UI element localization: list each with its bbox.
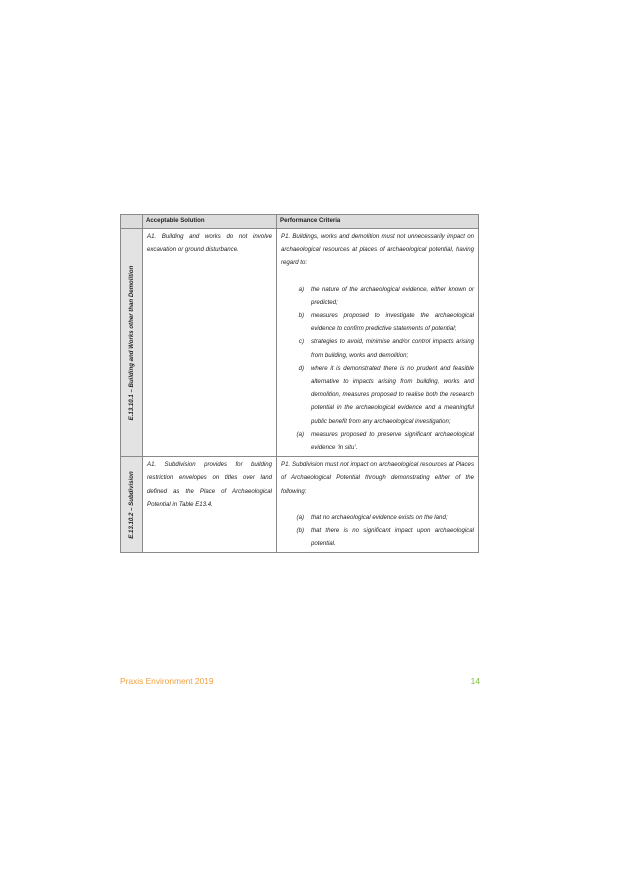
list-item-text: where it is demonstrated there is no prudent and feasible alternative to impacts arising from building, works and demolition, measures proposed to realise both the research potential in the archaeological evidence and a meaningful public benefit from any archaeological investigation; — [311, 364, 474, 425]
header-performance-criteria: Performance Criteria — [277, 215, 479, 229]
list-item — [281, 511, 474, 524]
list-item — [281, 309, 474, 335]
criteria-intro: P1. Subdivision must not impact on archaeological resources at Places of Archaeological Potential through demonstrating either of the following: — [281, 461, 474, 495]
criteria-table — [120, 214, 479, 553]
list-item — [281, 335, 474, 361]
footer-publisher: Praxis Environment 2019 — [120, 676, 214, 686]
criteria-list — [281, 283, 474, 455]
header-corner-cell — [121, 215, 143, 229]
section-label-cell — [121, 457, 143, 553]
section-label: E.13.10.2 – Subdivision — [127, 471, 135, 539]
list-marker: b) — [298, 312, 304, 320]
performance-criteria-cell — [277, 457, 479, 553]
list-item-text: measures proposed to preserve significant archaeological evidence ‘in situ’. — [311, 430, 474, 452]
table-row — [121, 457, 479, 553]
list-item-text: that no archaeological evidence exists on the land; — [311, 513, 448, 521]
acceptable-solution-cell: A1. Building and works do not involve excavation or ground disturbance. — [143, 229, 277, 457]
section-label: E.13.10.1 – Building and Works other than Demolition — [127, 265, 135, 420]
list-item-text: measures proposed to investigate the archaeological evidence to confirm predictive statements of potential; — [311, 312, 474, 333]
section-label-cell — [121, 229, 143, 457]
list-item-text: the nature of the archaeological evidence, either known or predicted; — [311, 285, 474, 306]
list-item — [281, 524, 474, 550]
criteria-list — [281, 511, 474, 551]
list-marker: (a) — [296, 430, 304, 438]
list-item — [281, 362, 474, 428]
list-item — [281, 283, 474, 309]
list-marker: (a) — [296, 513, 304, 521]
list-item — [281, 428, 474, 454]
header-acceptable-solution: Acceptable Solution — [143, 215, 277, 229]
list-item-text: strategies to avoid, minimise and/or control impacts arising from building, works and demolition; — [311, 338, 474, 359]
table-row — [121, 229, 479, 457]
criteria-intro: P1. Buildings, works and demolition must not unnecessarily impact on archaeological resources at places of archaeological potential, having regard to: — [281, 233, 474, 267]
performance-criteria-cell — [277, 229, 479, 457]
list-item-text: that there is no significant impact upon archaeological potential. — [311, 527, 474, 548]
list-marker: d) — [298, 364, 304, 372]
list-marker: (b) — [296, 527, 304, 535]
table-header-row — [121, 215, 479, 229]
list-marker: c) — [298, 338, 304, 346]
acceptable-solution-cell: A1. Subdivision provides for building restriction envelopes on titles over land defined as the Place of Archaeological Potential in Table E13.4. — [143, 457, 277, 553]
page-number: 14 — [470, 676, 480, 686]
list-marker: a) — [298, 285, 304, 293]
